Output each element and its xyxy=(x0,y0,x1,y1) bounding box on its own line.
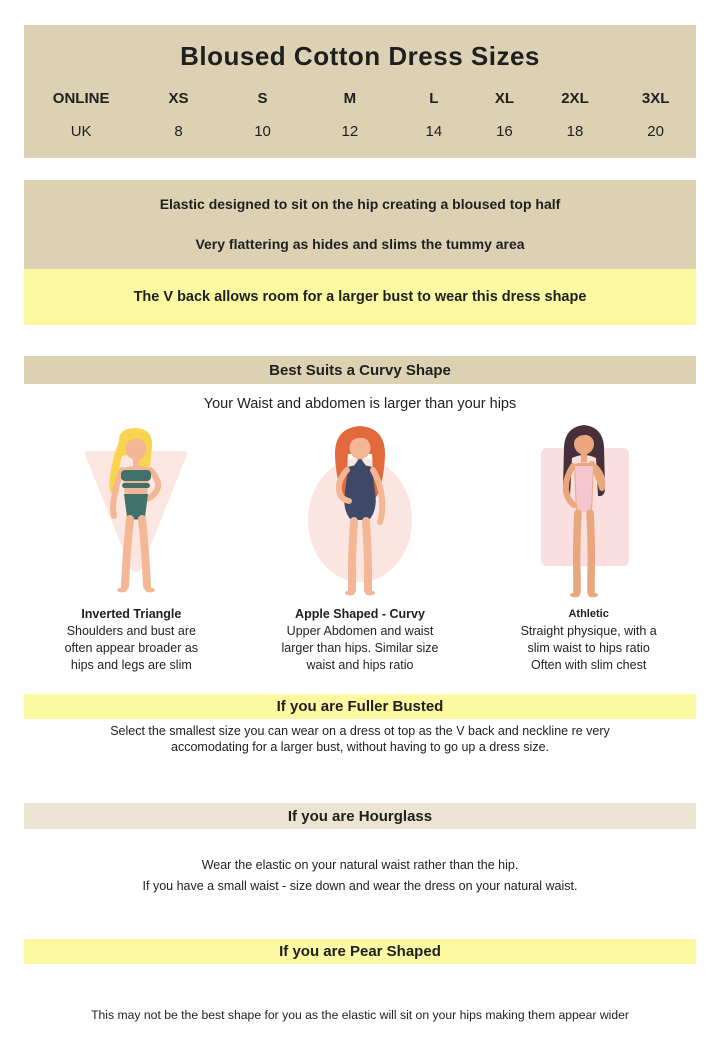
intro-line-2: Very flattering as hides and slims the tummy area xyxy=(195,236,525,252)
shape-card-apple-curvy xyxy=(253,606,468,674)
body-shape-figures-row xyxy=(24,420,696,600)
pear-shaped-line: This may not be the best shape for you as the elastic will sit on your hips making them appear wider xyxy=(91,1008,629,1022)
shape-card-inverted-triangle xyxy=(24,606,239,674)
vback-text: The V back allows room for a larger bust to wear this dress shape xyxy=(133,289,587,305)
shape-name: Athletic xyxy=(568,608,609,620)
body-shape-labels-row xyxy=(24,606,696,674)
section-bar-curvy: Best Suits a Curvy Shape xyxy=(24,356,696,384)
shape-desc-line: Straight physique, with a xyxy=(520,624,657,638)
size-col-header: ONLINE xyxy=(52,90,110,107)
size-col-header: M xyxy=(343,90,357,107)
apple-curvy-silhouette-icon xyxy=(280,420,440,600)
size-chart-box xyxy=(24,25,696,158)
shape-name: Apple Shaped - Curvy xyxy=(295,607,425,621)
shape-desc-line: Shoulders and bust are xyxy=(66,624,196,638)
figure-apple-curvy xyxy=(248,420,472,600)
hourglass-text xyxy=(24,855,696,897)
shape-desc-line: slim waist to hips ratio xyxy=(527,641,650,655)
size-cell: 14 xyxy=(425,123,443,140)
size-cell: 16 xyxy=(496,123,513,140)
size-cell: 8 xyxy=(174,123,183,140)
intro-line-1: Elastic designed to sit on the hip creating a bloused top half xyxy=(159,196,561,212)
shape-desc-line: Upper Abdomen and waist xyxy=(286,624,434,638)
size-cell: UK xyxy=(70,123,92,140)
fuller-busted-line: accomodating for a larger bust, without having to go up a dress size. xyxy=(171,739,549,754)
size-col-header: 3XL xyxy=(641,90,670,107)
size-cell: 20 xyxy=(647,123,664,140)
fuller-busted-text xyxy=(24,724,696,755)
size-cell: 12 xyxy=(341,123,359,140)
size-col-header: S xyxy=(257,90,268,107)
shape-name: Inverted Triangle xyxy=(81,607,182,621)
size-cell: 18 xyxy=(566,123,584,140)
athletic-silhouette-icon xyxy=(504,420,664,600)
size-col-header: XS xyxy=(168,90,189,107)
size-col-header: 2XL xyxy=(561,90,589,107)
fuller-busted-line: Select the smallest size you can wear on a dress ot top as the V back and neckline re very xyxy=(110,724,610,738)
shape-desc-line: hips and legs are slim xyxy=(70,658,192,672)
figure-inverted-triangle xyxy=(24,420,248,600)
shape-desc-line: larger than hips. Similar size xyxy=(281,641,439,655)
curvy-subtitle: Your Waist and abdomen is larger than your hips xyxy=(203,396,517,412)
size-table-header-row xyxy=(24,82,696,113)
shape-desc-line: often appear broader as xyxy=(64,641,199,655)
size-col-header: L xyxy=(429,90,439,107)
figure-athletic xyxy=(472,420,696,600)
shape-desc-line: waist and hips ratio xyxy=(306,658,414,672)
size-cell: 10 xyxy=(254,123,271,140)
section-bar-hourglass: If you are Hourglass xyxy=(24,803,696,829)
inverted-triangle-silhouette-icon xyxy=(56,420,216,600)
shape-card-athletic xyxy=(481,606,696,674)
hourglass-line: Wear the elastic on your natural waist rather than the hip. xyxy=(201,858,519,872)
vback-banner xyxy=(24,269,696,325)
shape-desc-line: Often with slim chest xyxy=(531,658,647,672)
page-title: Bloused Cotton Dress Sizes xyxy=(180,41,540,71)
pear-shaped-text xyxy=(24,1008,696,1024)
size-table-uk-row xyxy=(24,113,696,142)
section-bar-pear-shaped: If you are Pear Shaped xyxy=(24,939,696,964)
size-table xyxy=(24,82,696,142)
section-bar-fuller-busted: If you are Fuller Busted xyxy=(24,694,696,719)
page xyxy=(24,0,696,1024)
intro-box xyxy=(24,180,696,269)
hourglass-line: If you have a small waist - size down and wear the dress on your natural waist. xyxy=(142,879,578,893)
size-col-header: XL xyxy=(494,90,515,107)
